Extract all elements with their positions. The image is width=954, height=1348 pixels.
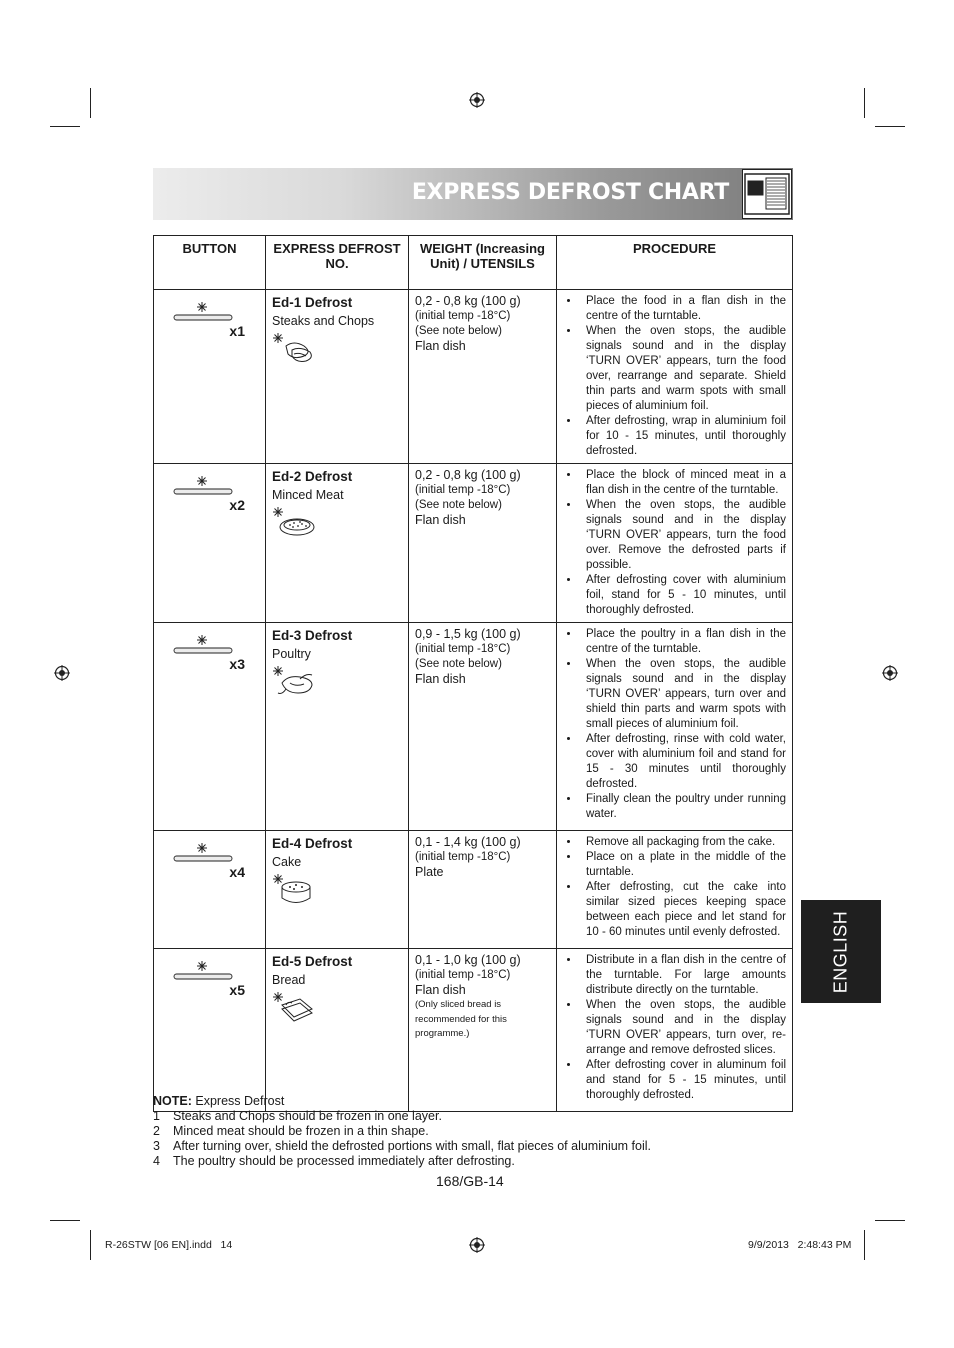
press-count: x2	[229, 497, 245, 513]
express-defrost-button-icon	[172, 300, 234, 324]
food-type: Poultry	[272, 647, 311, 661]
crop-mark	[864, 1230, 865, 1260]
notes-label: NOTE:	[153, 1094, 192, 1108]
express-defrost-button-icon	[172, 474, 234, 498]
program-name: Ed-2 Defrost	[272, 469, 353, 484]
express-defrost-button-icon	[172, 959, 234, 983]
weight-detail: (See note below)	[415, 499, 502, 511]
note-number: 4	[153, 1154, 160, 1168]
procedure-step: • When the oven stops, the audible signals sound and in the display ‘TURN OVER’ appears, turn the food over. Remove the defrosted parts if possible.	[580, 498, 786, 573]
program-name: Ed-3 Defrost	[272, 628, 353, 643]
column-header: PROCEDURE	[557, 236, 793, 290]
note-item	[153, 1109, 793, 1124]
weight-cell	[409, 290, 557, 464]
procedure-step: • Place the block of minced meat in a flan dish in the centre of the turntable.	[580, 468, 786, 498]
procedure-step: • Place the poultry in a flan dish in the centre of the turntable.	[580, 627, 786, 657]
procedure-step: • Place the food in a flan dish in the centre of the turntable.	[580, 294, 786, 324]
note-text: Steaks and Chops should be frozen in one layer.	[173, 1109, 442, 1123]
procedure-step: • After defrosting cover with aluminium foil, stand for 5 - 10 minutes, until thoroughly defrosted.	[580, 573, 786, 618]
note-number: 2	[153, 1124, 160, 1138]
table-row	[154, 290, 793, 464]
weight-detail: (See note below)	[415, 325, 502, 337]
footer-datetime: 9/9/2013 2:48:43 PM	[748, 1239, 852, 1251]
note-item	[153, 1139, 793, 1154]
express-defrost-button-icon	[172, 841, 234, 865]
page-number: 168/GB-14	[436, 1173, 504, 1189]
weight-cell	[409, 623, 557, 831]
weight-detail: (initial temp -18°C)	[415, 969, 511, 981]
press-count: x5	[229, 982, 245, 998]
utensil: Flan dish	[415, 983, 466, 997]
procedure-step: • After defrosting, wrap in aluminium foil for 10 - 15 minutes, until thoroughly defrosted.	[580, 414, 786, 459]
weight-detail: (initial temp -18°C)	[415, 484, 511, 496]
crop-mark	[90, 88, 91, 118]
note-number: 3	[153, 1139, 160, 1153]
program-cell	[266, 623, 409, 831]
column-header: EXPRESS DEFROST NO.	[266, 236, 409, 290]
crop-mark	[90, 1230, 91, 1260]
button-cell	[154, 464, 266, 623]
program-name: Ed-4 Defrost	[272, 836, 353, 851]
weight-range: 0,1 - 1,0 kg (100 g)	[415, 953, 521, 967]
notes-heading	[153, 1094, 793, 1109]
utensil: Flan dish	[415, 339, 466, 353]
food-type: Bread	[272, 973, 306, 987]
procedure-cell	[557, 623, 793, 831]
procedure-step: • Place on a plate in the middle of the turntable.	[580, 850, 786, 880]
page-title: EXPRESS DEFROST CHART	[411, 180, 729, 205]
weight-note: (Only sliced bread is recommended for this programme.)	[415, 999, 507, 1039]
weight-cell	[409, 831, 557, 949]
note-text: Minced meat should be frozen in a thin shape.	[173, 1124, 429, 1138]
minced-meat-icon	[272, 506, 316, 538]
food-type: Steaks and Chops	[272, 314, 375, 328]
weight-cell	[409, 949, 557, 1112]
note-number: 1	[153, 1109, 160, 1123]
procedure-cell	[557, 949, 793, 1112]
poultry-icon	[272, 665, 316, 697]
procedure-step: • When the oven stops, the audible signals sound and in the display ‘TURN OVER’ appears, turn the food over, rearrange and separate. Shield thin parts and warm spots with small pieces of aluminium foil.	[580, 324, 786, 414]
procedure-step: • After defrosting, cut the cake into similar sized pieces keeping space between each piece and let stand for 10 - 60 minutes until evenly defrosted.	[580, 880, 786, 940]
column-header: WEIGHT (Increasing Unit) / UTENSILS	[409, 236, 557, 290]
procedure-step: • After defrosting cover in aluminum foil and stand for 5 - 15 minutes, until thoroughly defrosted.	[580, 1058, 786, 1103]
weight-detail: (See note below)	[415, 658, 502, 670]
crop-mark	[875, 1220, 905, 1221]
button-cell	[154, 623, 266, 831]
footer-filename: R-26STW [06 EN].indd 14	[105, 1239, 233, 1251]
program-cell	[266, 464, 409, 623]
procedure-step: • Remove all packaging from the cake.	[580, 835, 786, 850]
weight-detail: (initial temp -18°C)	[415, 310, 511, 322]
program-name: Ed-5 Defrost	[272, 954, 353, 969]
button-cell	[154, 949, 266, 1112]
registration-mark-icon	[882, 665, 898, 681]
press-count: x1	[229, 323, 245, 339]
weight-detail: (initial temp -18°C)	[415, 643, 511, 655]
microwave-oven-icon	[742, 169, 792, 219]
table-header-row	[154, 236, 793, 290]
note-text: The poultry should be processed immediately after defrosting.	[173, 1154, 515, 1168]
food-type: Cake	[272, 855, 302, 869]
procedure-step: • Distribute in a flan dish in the centre of the turntable. For large amounts distribute directly on the turntable.	[580, 953, 786, 998]
language-tab-label: ENGLISH	[830, 910, 851, 994]
button-cell	[154, 290, 266, 464]
press-count: x3	[229, 656, 245, 672]
bread-icon	[272, 991, 316, 1023]
table-row	[154, 949, 793, 1112]
table-row	[154, 831, 793, 949]
language-tab	[801, 900, 881, 1003]
notes-heading-text: Express Defrost	[195, 1094, 285, 1108]
utensil: Flan dish	[415, 672, 466, 686]
note-item	[153, 1124, 793, 1139]
notes-section	[153, 1094, 793, 1169]
procedure-cell	[557, 831, 793, 949]
crop-mark	[864, 88, 865, 118]
crop-mark	[875, 126, 905, 127]
crop-mark	[50, 1220, 80, 1221]
weight-detail: (initial temp -18°C)	[415, 851, 511, 863]
weight-range: 0,2 - 0,8 kg (100 g)	[415, 468, 521, 482]
weight-range: 0,9 - 1,5 kg (100 g)	[415, 627, 521, 641]
food-type: Minced Meat	[272, 488, 344, 502]
weight-range: 0,2 - 0,8 kg (100 g)	[415, 294, 521, 308]
table-row	[154, 623, 793, 831]
program-name: Ed-1 Defrost	[272, 295, 353, 310]
procedure-cell	[557, 290, 793, 464]
note-item	[153, 1154, 793, 1169]
utensil: Flan dish	[415, 513, 466, 527]
procedure-step: • After defrosting, rinse with cold water, cover with aluminium foil and stand for 15 - 30 minutes until thoroughly defrosted.	[580, 732, 786, 792]
weight-cell	[409, 464, 557, 623]
registration-mark-icon	[469, 1237, 485, 1253]
procedure-cell	[557, 464, 793, 623]
column-header: BUTTON	[154, 236, 266, 290]
utensil: Plate	[415, 865, 444, 879]
program-cell	[266, 290, 409, 464]
express-defrost-button-icon	[172, 633, 234, 657]
registration-mark-icon	[469, 92, 485, 108]
registration-mark-icon	[54, 665, 70, 681]
note-text: After turning over, shield the defrosted portions with small, flat pieces of aluminium foil.	[173, 1139, 652, 1153]
express-defrost-table	[153, 235, 793, 1112]
procedure-step: • When the oven stops, the audible signals sound and in the display ‘TURN OVER’ appears, turn over, re-arrange and remove defrosted slices.	[580, 998, 786, 1058]
press-count: x4	[229, 864, 245, 880]
program-cell	[266, 949, 409, 1112]
procedure-step: • When the oven stops, the audible signals sound and in the display ‘TURN OVER’ appears, turn over and shield thin parts and warm spots with small pieces of aluminium foil.	[580, 657, 786, 732]
table-row	[154, 464, 793, 623]
title-banner	[153, 168, 793, 220]
button-cell	[154, 831, 266, 949]
cake-icon	[272, 873, 316, 905]
steaks-chops-icon	[272, 332, 316, 364]
program-cell	[266, 831, 409, 949]
crop-mark	[50, 126, 80, 127]
procedure-step: • Finally clean the poultry under running water.	[580, 792, 786, 822]
weight-range: 0,1 - 1,4 kg (100 g)	[415, 835, 521, 849]
